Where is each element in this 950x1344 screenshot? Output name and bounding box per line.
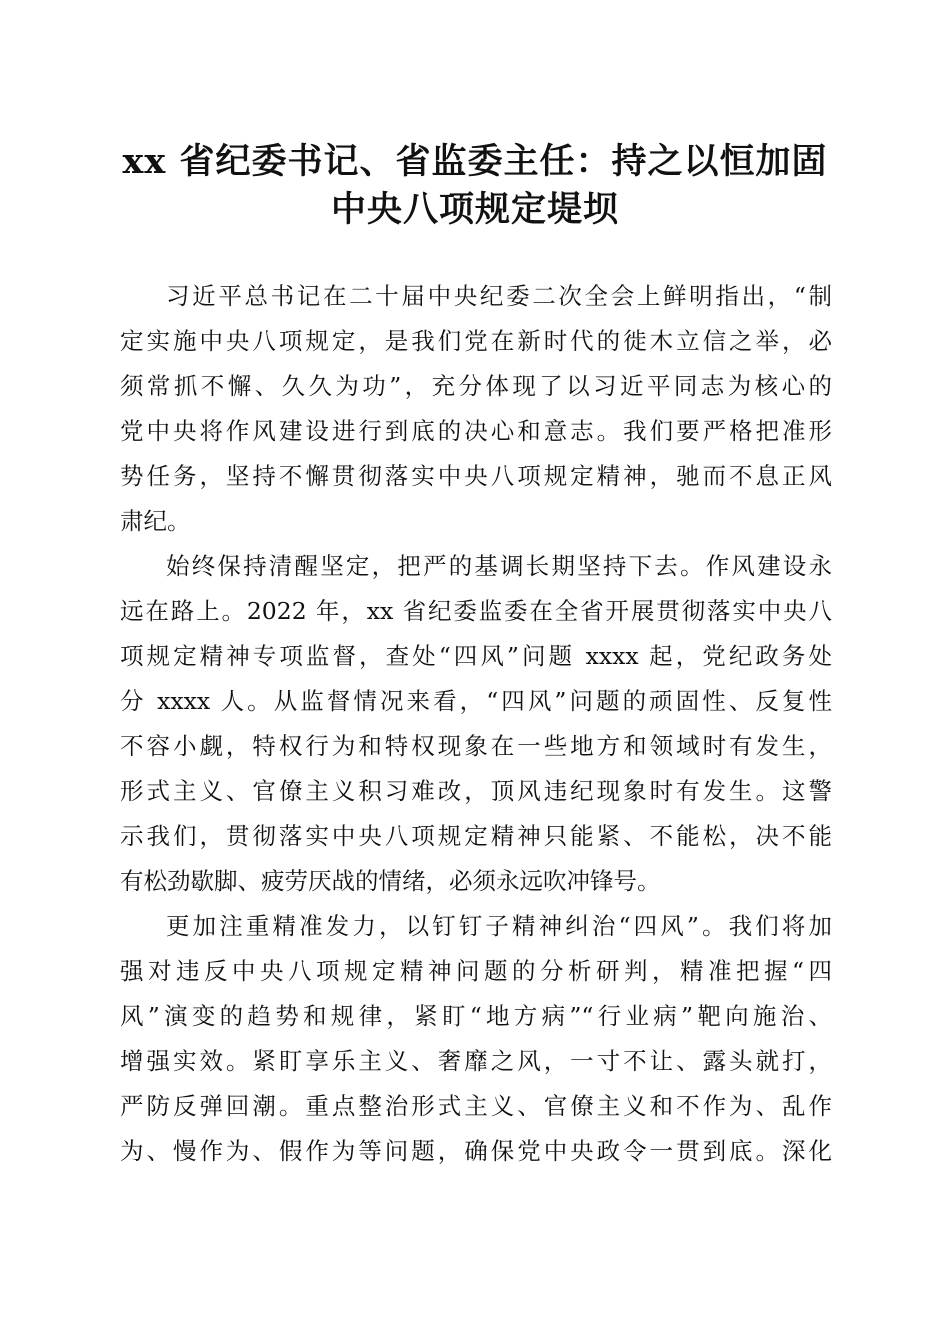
paragraph-3	[120, 904, 832, 1174]
paragraph-line: 定实施中央八项规定，是我们党在新时代的徙木立信之举，必	[120, 327, 832, 355]
paragraph-line: 示我们，贯彻落实中央八项规定精神只能紧、不能松，决不能	[120, 822, 832, 850]
paragraph-line: 为、慢作为、假作为等问题，确保党中央政令一贯到底。深化	[120, 1137, 832, 1165]
paragraph-line: 风”演变的趋势和规律，紧盯“地方病”“行业病”靶向施治、	[120, 1002, 832, 1030]
document-title	[120, 138, 830, 234]
paragraph-line: 党中央将作风建设进行到底的决心和意志。我们要严格把准形	[120, 417, 832, 445]
paragraph-line: 不容小觑，特权行为和特权现象在一些地方和领域时有发生，	[120, 732, 832, 760]
paragraph-line: 始终保持清醒坚定，把严的基调长期坚持下去。作风建设永	[166, 552, 832, 580]
paragraph-line: 远在路上。2022 年，xx 省纪委监委在全省开展贯彻落实中央八	[120, 597, 832, 625]
paragraph-line: 习近平总书记在二十届中央纪委二次全会上鲜明指出，“制	[166, 282, 832, 310]
paragraph-1	[120, 274, 832, 544]
title-line-1: xx 省纪委书记、省监委主任：持之以恒加固	[122, 141, 828, 182]
paragraph-line: 更加注重精准发力，以钉钉子精神纠治“四风”。我们将加	[166, 912, 832, 940]
paragraph-line: 分 xxxx 人。从监督情况来看，“四风”问题的顽固性、反复性	[120, 687, 832, 715]
paragraph-line: 项规定精神专项监督，查处“四风”问题 xxxx 起，党纪政务处	[120, 642, 832, 670]
paragraph-line: 强对违反中央八项规定精神问题的分析研判，精准把握“四	[120, 957, 832, 985]
paragraph-line: 增强实效。紧盯享乐主义、奢靡之风，一寸不让、露头就打，	[120, 1047, 832, 1075]
paragraph-line: 肃纪。	[120, 507, 191, 535]
paragraph-line: 严防反弹回潮。重点整治形式主义、官僚主义和不作为、乱作	[120, 1092, 832, 1120]
paragraph-2	[120, 544, 832, 904]
paragraph-line: 有松劲歇脚、疲劳厌战的情绪，必须永远吹冲锋号。	[120, 867, 661, 895]
paragraph-line: 势任务，坚持不懈贯彻落实中央八项规定精神，驰而不息正风	[120, 462, 832, 490]
paragraph-line: 形式主义、官僚主义积习难改，顶风违纪现象时有发生。这警	[120, 777, 832, 805]
paragraph-line: 须常抓不懈、久久为功”，充分体现了以习近平同志为核心的	[120, 372, 832, 400]
document-body	[120, 274, 832, 1174]
title-line-2: 中央八项规定堤坝	[330, 189, 619, 230]
